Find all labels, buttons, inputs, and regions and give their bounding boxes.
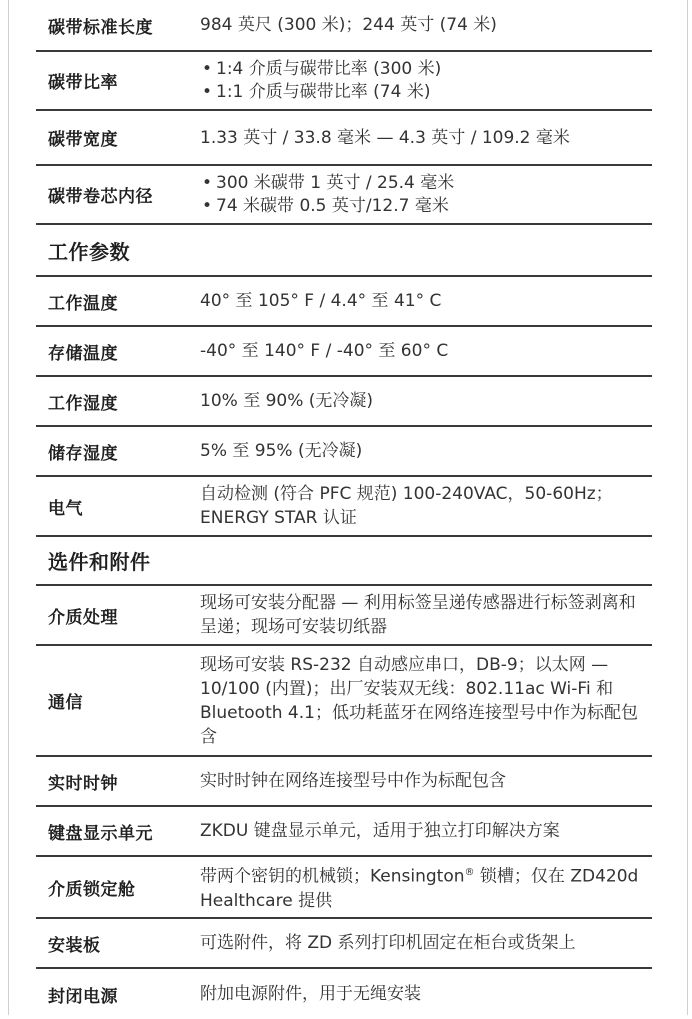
row-label: 工作温度	[48, 293, 118, 314]
section-heading: 选件和附件	[48, 550, 151, 574]
table-row	[36, 52, 652, 111]
table-row	[36, 427, 652, 477]
row-label: 存储温度	[48, 343, 118, 364]
table-row	[36, 277, 652, 327]
row-label: 工作湿度	[48, 393, 118, 414]
table-row	[36, 327, 652, 377]
row-value: 984 英尺 (300 米)；244 英寸 (74 米)	[200, 15, 497, 35]
table-row	[36, 969, 652, 1019]
list-item: • 1:4 介质与碳带比率 (300 米)	[200, 58, 646, 81]
row-label: 碳带宽度	[48, 130, 118, 150]
section-heading: 工作参数	[48, 239, 130, 264]
list-item: • 300 米碳带 1 英寸 / 25.4 毫米	[200, 172, 646, 195]
row-label: 封闭电源	[48, 986, 118, 1007]
row-value: -40° 至 140° F / -40° 至 60° C	[200, 341, 449, 361]
left-page-edge	[8, 0, 9, 1015]
table-row	[36, 757, 652, 807]
row-value	[200, 58, 652, 104]
row-value	[200, 172, 652, 218]
registered-mark: ®	[464, 867, 475, 879]
table-row	[36, 807, 652, 857]
value-text: 带两个密钥的机械锁；Kensington	[200, 866, 465, 887]
row-label: 储存湿度	[48, 443, 118, 464]
row-label: 安装板	[48, 935, 101, 956]
row-label: 实时时钟	[48, 773, 118, 794]
table-row	[36, 857, 652, 919]
value-text: 锁槽；仅在 ZD420d Healthcare 提供	[200, 866, 639, 911]
row-label: 通信	[48, 693, 83, 713]
list-item: • 1:1 介质与碳带比率 (74 米)	[200, 81, 646, 104]
row-label: 电气	[48, 498, 83, 519]
row-value	[200, 861, 652, 913]
table-row	[36, 919, 652, 969]
table-row	[36, 0, 652, 52]
row-label: 碳带标准长度	[48, 17, 153, 38]
row-value: 可选附件，将 ZD 系列打印机固定在柜台或货架上	[200, 933, 576, 953]
table-row	[36, 477, 652, 537]
table-row	[36, 377, 652, 427]
row-value: 5% 至 95% (无冷凝)	[200, 441, 363, 461]
spec-table	[36, 0, 652, 1019]
right-page-edge	[687, 0, 688, 1015]
row-value: 自动检测 (符合 PFC 规范) 100-240VAC，50-60Hz；ENERGY STAR 认证	[200, 484, 613, 528]
row-value: 附加电源附件，用于无绳安装	[200, 984, 421, 1004]
bullet-list	[200, 58, 646, 104]
row-label: 介质处理	[48, 607, 118, 628]
section-heading-row	[36, 225, 652, 277]
section-heading-row	[36, 537, 652, 586]
row-value: 1.33 英寸 / 33.8 毫米 — 4.3 英寸 / 109.2 毫米	[200, 127, 570, 148]
row-label: 碳带比率	[48, 73, 118, 93]
row-value: 现场可安装 RS-232 自动感应串口，DB-9；以太网 — 10/100 (内置)；出厂安装双无线：802.11ac Wi-Fi 和 Bluetooth 4.1；低功耗蓝牙在网络连接型号中作为标配包含	[200, 654, 638, 747]
table-row	[36, 646, 652, 757]
row-value: ZKDU 键盘显示单元，适用于独立打印解决方案	[200, 821, 560, 841]
bullet-list	[200, 172, 646, 218]
row-label: 碳带卷芯内径	[48, 187, 153, 207]
table-row	[36, 111, 652, 166]
list-item: • 74 米碳带 0.5 英寸/12.7 毫米	[200, 195, 646, 218]
row-value: 实时时钟在网络连接型号中作为标配包含	[200, 771, 506, 791]
row-label: 介质锁定舱	[48, 879, 136, 900]
row-label: 键盘显示单元	[48, 823, 153, 844]
table-row	[36, 586, 652, 646]
row-value: 10% 至 90% (无冷凝)	[200, 391, 374, 411]
row-value: 40° 至 105° F / 4.4° 至 41° C	[200, 291, 442, 311]
row-value: 现场可安装分配器 — 利用标签呈递传感器进行标签剥离和呈递；现场可安装切纸器	[200, 593, 636, 637]
table-row	[36, 166, 652, 225]
